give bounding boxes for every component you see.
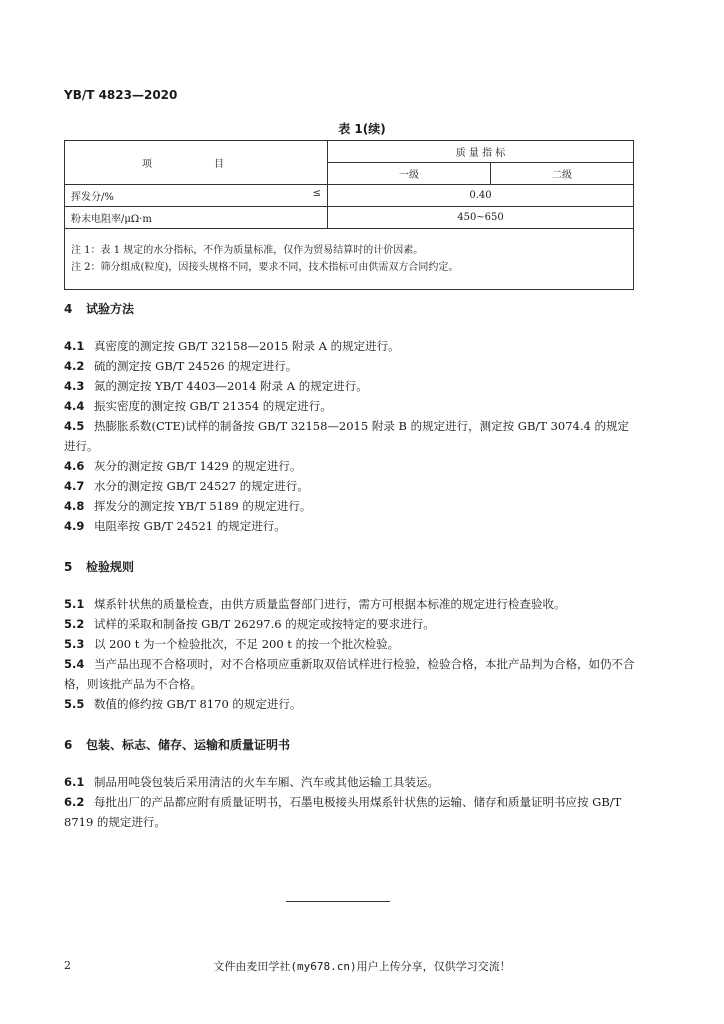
- col-item-header: 项 目: [65, 141, 328, 185]
- clause: 5.2 试样的采取和制备按 GB/T 26297.6 的规定或按特定的要求进行。: [64, 617, 435, 631]
- table-row: [65, 207, 634, 229]
- clause: 4.9 电阻率按 GB/T 24521 的规定进行。: [64, 519, 286, 533]
- clause: 4.5 热膨胀系数(CTE)试样的制备按 GB/T 32158—2015 附录 B 的规定进行，测定按 GB/T 3074.4 的规定进行。: [64, 419, 629, 453]
- row-value: 450~650: [328, 207, 634, 229]
- clause: 5.4 当产品出现不合格项时，对不合格项应重新取双倍试样进行检验，检验合格，本批产品判为合格，如仍不合格，则该批产品为不合格。: [64, 657, 635, 691]
- clause: 6.1 制品用吨袋包装后采用清洁的火车车厢、汽车或其他运输工具装运。: [64, 775, 439, 789]
- clause: 4.2 硫的测定按 GB/T 24526 的规定进行。: [64, 359, 298, 373]
- clause: 4.4 振实密度的测定按 GB/T 21354 的规定进行。: [64, 399, 332, 413]
- clause: 5.5 数值的修约按 GB/T 8170 的规定进行。: [64, 697, 302, 711]
- clause: 4.7 水分的测定按 GB/T 24527 的规定进行。: [64, 479, 309, 493]
- section-heading: 4 试验方法: [64, 302, 135, 316]
- section-heading: 6 包装、标志、储存、运输和质量证明书: [64, 738, 291, 752]
- row-mark: ≤: [312, 188, 321, 199]
- clause: 6.2 每批出厂的产品都应附有质量证明书，石墨电极接头用煤系针状焦的运输、储存和质量证明书应按 GB/T 8719 的规定进行。: [64, 795, 622, 829]
- document-code: YB/T 4823—2020: [64, 88, 178, 102]
- row-item: 挥发分/% ≤: [65, 185, 328, 207]
- grade1-header: 一级: [328, 163, 491, 185]
- clause: 4.1 真密度的测定按 GB/T 32158—2015 附录 A 的规定进行。: [64, 339, 400, 353]
- section-heading: 5 检验规则: [64, 560, 135, 574]
- table-title: 表 1(续): [338, 122, 386, 136]
- table-notes: [65, 229, 634, 290]
- table-header-row: [65, 141, 634, 163]
- clause: 5.3 以 200 t 为一个检验批次，不足 200 t 的按一个批次检验。: [64, 637, 400, 651]
- clause: 4.3 氮的测定按 YB/T 4403—2014 附录 A 的规定进行。: [64, 379, 368, 393]
- row-value: 0.40: [328, 185, 634, 207]
- table-note: 注 1：表 1 规定的水分指标，不作为质量标准，仅作为贸易结算时的计价因素。: [71, 245, 424, 256]
- clause: 4.6 灰分的测定按 GB/T 1429 的规定进行。: [64, 459, 302, 473]
- grade2-header: 二级: [491, 163, 634, 185]
- page-number: 2: [64, 959, 71, 972]
- table-row: [65, 185, 634, 207]
- col-quality-header: 质 量 指 标: [328, 141, 634, 163]
- footer-note: 文件由麦田学社(my678.cn)用户上传分享，仅供学习交流！: [213, 960, 511, 973]
- table-notes-row: [65, 229, 634, 290]
- footer-divider: [286, 901, 390, 902]
- table-note: 注 2：筛分组成(粒度)，因接头规格不同，要求不同，技术指标可由供需双方合同约定。: [71, 262, 459, 273]
- row-item: 粉末电阻率/μΩ·m: [65, 207, 328, 229]
- clause: 4.8 挥发分的测定按 YB/T 5189 的规定进行。: [64, 499, 312, 513]
- clause: 5.1 煤系针状焦的质量检查，由供方质量监督部门进行，需方可根据本标准的规定进行检查验收。: [64, 597, 566, 611]
- quality-table: [64, 140, 634, 290]
